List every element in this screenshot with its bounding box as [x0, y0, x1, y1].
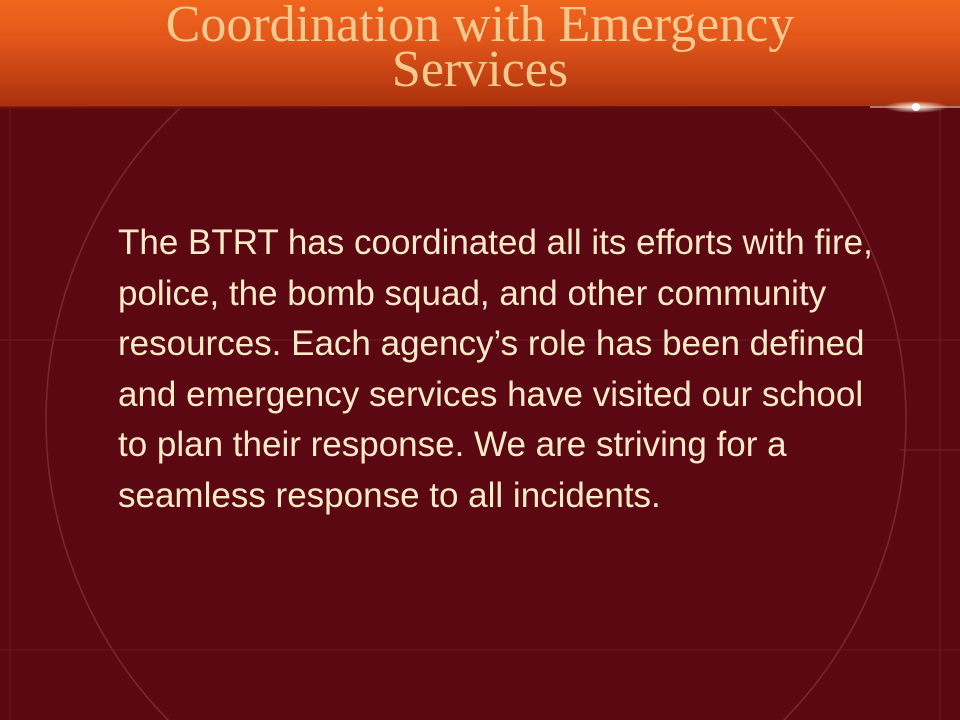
- body-paragraph: The BTRT has coordinated all its efforts with fire, police, the bomb squad, and other community resources. Each agency’s role has been defined and emergency services have visited our school to plan their response. We are striving for a seamless response to all incidents.: [118, 223, 873, 515]
- slide-title-line-1: Coordination with Emergency: [165, 0, 795, 53]
- slide-title-line-2: Services: [391, 41, 569, 98]
- slide-title: [0, 0, 960, 98]
